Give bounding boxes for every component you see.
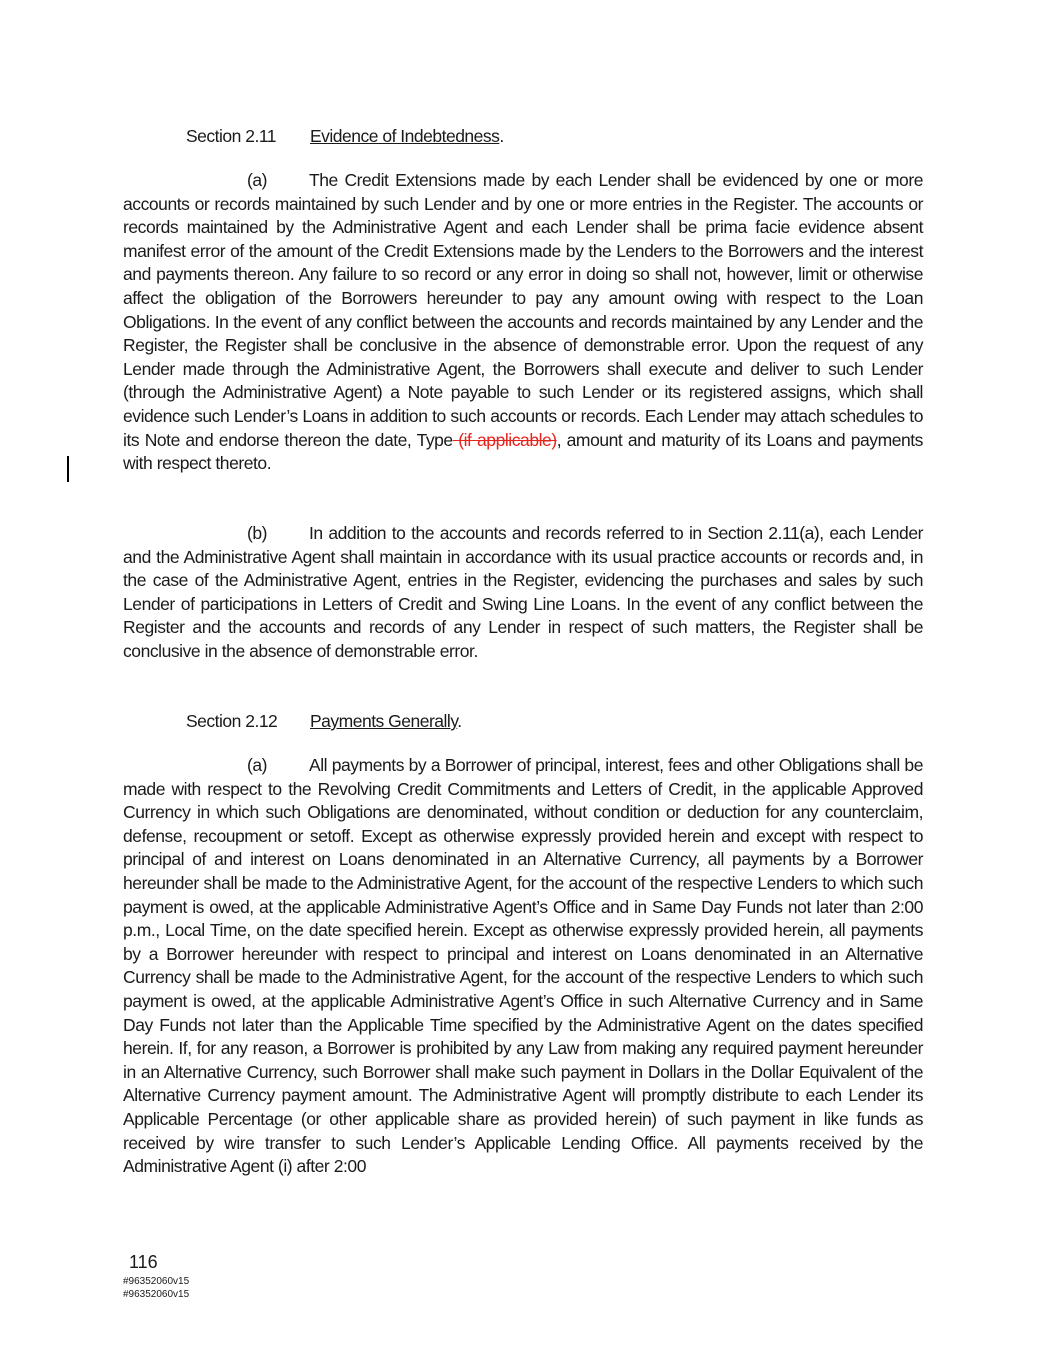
- revision-change-bar: [67, 456, 69, 482]
- section-2-12-heading: Section 2.12 Payments Generally.: [186, 711, 462, 731]
- section-2-11-heading: Section 2.11 Evidence of Indebtedness.: [186, 126, 504, 146]
- section-title: Payments Generally: [310, 711, 458, 731]
- paragraph-text: The Credit Extensions made by each Lender shall be evidenced by one or more accounts or records maintained by such Lender and by one or more entries in the Register. The accounts or records maintained by the Administrative Agent and each Lender shall be prima facie evidence absent manifest error of the amount of the Credit Extensions made by the Lenders to the Borrowers and the interest and payments thereon. Any failure to so record or any error in doing so shall not, however, limit or otherwise affect the obligation of the Borrowers hereunder to pay any amount owing with respect to the Loan Obligations. In the event of any conflict between the accounts and records maintained by any Lender and the Register, the Register shall be conclusive in the absence of demonstrable error. Upon the request of any Lender made through the Administrative Agent, the Borrowers shall execute and deliver to such Lender (through the Administrative Agent) a Note payable to such Lender or its registered assigns, which shall evidence such Lender’s Loans in addition to such accounts or records. Each Lender may attach schedules to its Note and endorse thereon the date, Type: [123, 170, 923, 450]
- section-2-11-paragraph-b: [123, 522, 923, 664]
- paragraph-label: (a): [247, 170, 268, 190]
- section-number: Section 2.11: [186, 126, 276, 146]
- section-number: Section 2.12: [186, 711, 278, 731]
- section-2-11-paragraph-a: [123, 169, 923, 476]
- paragraph-label: (a): [247, 755, 268, 775]
- paragraph-text: In addition to the accounts and records referred to in Section 2.11(a), each Lender and the Administrative Agent shall maintain in accordance with its usual practice accounts or records and, in the case of the Administrative Agent, entries in the Register, evidencing the purchases and sales by such Lender of participations in Letters of Credit and Swing Line Loans. In the event of any conflict between the Register and the accounts and records of any Lender in respect of such matters, the Register shall be conclusive in the absence of demonstrable error.: [123, 523, 923, 661]
- document-id: #96352060v15: [123, 1276, 190, 1287]
- section-title: Evidence of Indebtedness: [310, 126, 500, 146]
- paragraph-text: All payments by a Borrower of principal, interest, fees and other Obligations shall be made with respect to the Revolving Credit Commitments and Letters of Credit, in the applicable Approved Currency in which such Obligations are denominated, without condition or deduction for any counterclaim, defense, recoupment or setoff. Except as otherwise expressly provided herein and except with respect to principal of and interest on Loans denominated in an Alternative Currency, all payments by a Borrower hereunder shall be made to the Administrative Agent, for the account of the respective Lenders to which such payment is owed, at the applicable Administrative Agent’s Office and in Same Day Funds not later than 2:00 p.m., Local Time, on the date specified herein. Except as otherwise expressly provided herein, all payments by a Borrower hereunder with respect to principal and interest on Loans denominated in an Alternative Currency shall be made to the Administrative Agent, for the account of the respective Lenders to which such payment is owed, at the applicable Administrative Agent’s Office in such Alternative Currency and in Same Day Funds not later than the Applicable Time specified by the Administrative Agent on the dates specified herein. If, for any reason, a Borrower is prohibited by any Law from making any required payment hereunder in an Alternative Currency, such Borrower shall make such payment in Dollars in the Dollar Equivalent of the Alternative Currency payment amount. The Administrative Agent will promptly distribute to each Lender its Applicable Percentage (or other applicable share as provided herein) of such payment in like funds as received by wire transfer to such Lender’s Applicable Lending Office. All payments received by the Administrative Agent (i) after 2:00: [123, 755, 923, 1177]
- page-number: 116: [129, 1252, 158, 1272]
- paragraph-label: (b): [247, 523, 268, 543]
- section-2-12-paragraph-a: [123, 754, 923, 1179]
- document-id: #96352060v15: [123, 1289, 190, 1300]
- paragraph-text-continued: , amount and maturity of its Loans and payments with respect thereto.: [123, 429, 923, 474]
- tracked-deletion: (if applicable): [452, 429, 557, 450]
